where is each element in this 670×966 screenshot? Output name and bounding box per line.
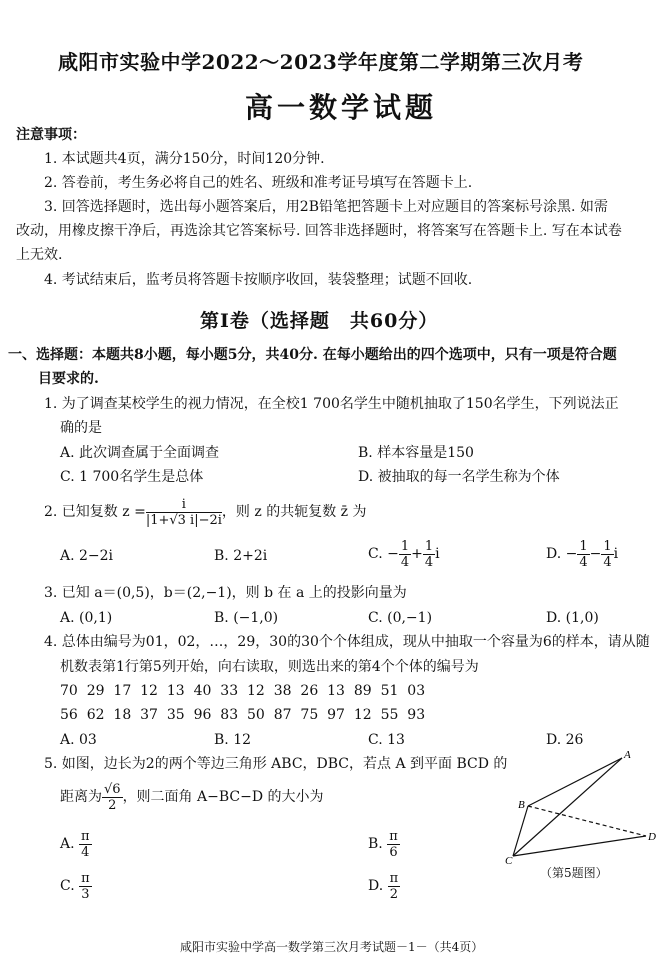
frac-num: π	[81, 828, 90, 844]
frac-den: 4	[400, 554, 410, 570]
frac-num: 1	[603, 538, 612, 554]
q2-fraction	[146, 497, 222, 528]
edge-AC	[513, 758, 622, 856]
notice-item: 上无效.	[16, 247, 63, 263]
q2-frac-denominator: |1+√3 i|−2i	[145, 512, 222, 528]
q2-c-mid: +	[411, 546, 423, 562]
q5-stem: 5. 如图，边长为2的两个等边三角形 ABC，DBC，若点 A 到平面 BCD 的	[44, 756, 508, 772]
q5-option-d	[368, 868, 400, 904]
q5-distance-fraction	[102, 782, 123, 813]
exam-subject-title: 高一数学试题	[245, 91, 438, 124]
notice-item: 1. 本试题共4页，满分150分，时间120分钟.	[44, 151, 325, 167]
q4-random-row-1: 70 29 17 12 13 40 33 12 38 26 13 89 51 03	[60, 683, 426, 699]
option-letter: C.	[60, 878, 75, 894]
q2-option-a: A. 2−2i	[60, 548, 114, 564]
q5-stem-cont	[60, 779, 324, 815]
label-C: C	[505, 855, 513, 867]
part-heading-cont: 目要求的.	[38, 371, 99, 387]
part-heading: 一、选择题：本题共8小题，每小题5分，共40分. 在每小题给出的四个选项中，只有一项是符合题	[8, 347, 617, 363]
q1-stem-cont: 确的是	[60, 420, 102, 436]
frac-num: 1	[579, 538, 588, 554]
q4-option-b: B. 12	[214, 732, 252, 748]
frac-den: 2	[389, 886, 399, 902]
q3-option-b: B. (−1,0)	[214, 610, 279, 626]
frac-num: √6	[104, 781, 121, 797]
frac-den: 3	[81, 886, 90, 902]
q2-option-c	[368, 536, 440, 572]
q2-c-prefix: C. −	[368, 546, 399, 562]
frac-den: 2	[108, 797, 117, 813]
q4-option-d: D. 26	[546, 732, 584, 748]
q1-option-c: C. 1 700名学生是总体	[60, 469, 204, 485]
q4-option-a: A. 03	[60, 732, 97, 748]
label-B: B	[518, 799, 525, 811]
q2-d-frac1	[577, 539, 589, 570]
q2-d-prefix: D. −	[546, 546, 578, 562]
label-D: D	[648, 831, 656, 843]
q5-c-frac	[79, 871, 92, 902]
frac-den: 4	[603, 554, 612, 570]
q1-option-b: B. 样本容量是150	[358, 445, 474, 461]
q1-stem: 1. 为了调查某校学生的视力情况，在全校1 700名学生中随机抽取了150名学生，下列说法正	[44, 396, 619, 412]
q5-option-c	[60, 868, 92, 904]
notice-item: 2. 答卷前，考生务必将自己的姓名、班级和准考证号填写在答题卡上.	[44, 175, 473, 191]
frac-num: 1	[424, 538, 434, 554]
frac-num: π	[389, 828, 398, 844]
q2-stem-pre: 2. 已知复数 z =	[44, 504, 146, 520]
q4-stem: 4. 总体由编号为01，02，…，29，30的30个个体组成，现从中抽取一个容量为6的样本，请从随	[44, 634, 650, 650]
q2-d-frac2	[601, 539, 613, 570]
option-letter: B.	[368, 836, 383, 852]
q2-d-suffix: i	[613, 546, 619, 562]
q5-d-frac	[388, 871, 401, 902]
q5-figure-caption: （第5题图）	[540, 866, 608, 880]
frac-num: π	[389, 870, 399, 886]
frac-den: 4	[579, 554, 588, 570]
q4-option-c: C. 13	[368, 732, 405, 748]
notice-item: 改动，用橡皮擦干净后，再选涂其它答案标号. 回答非选择题时，将答案写在答题卡上. 写在本试卷	[16, 223, 622, 239]
frac-den: 6	[389, 844, 398, 860]
option-letter: A.	[60, 836, 75, 852]
notice-item: 3. 回答选择题时，选出每小题答案后，用2B铅笔把答题卡上对应题目的答案标号涂黑. 如需	[44, 199, 608, 215]
edge-BD	[528, 806, 646, 836]
q2-stem	[44, 496, 366, 528]
page-footer: 咸阳市实验中学高一数学第三次月考试题－1－（共4页）	[180, 940, 484, 954]
q5-a-frac	[79, 829, 92, 860]
frac-num: 1	[400, 538, 410, 554]
q1-option-a: A. 此次调查属于全面调查	[60, 445, 220, 461]
q5-b-frac	[387, 829, 400, 860]
q3-option-c: C. (0,−1)	[368, 610, 433, 626]
frac-num: π	[81, 870, 90, 886]
notice-heading: 注意事项：	[16, 127, 86, 143]
q5-option-b	[368, 826, 400, 862]
q3-option-a: A. (0,1)	[60, 610, 113, 626]
frac-den: 4	[81, 844, 90, 860]
q5-option-a	[60, 826, 92, 862]
edge-CD	[513, 836, 646, 856]
q3-option-d: D. (1,0)	[546, 610, 599, 626]
option-letter: D.	[368, 878, 384, 894]
label-A: A	[624, 749, 631, 761]
q2-d-mid: −	[589, 546, 602, 562]
q3-stem: 3. 已知 a＝(0,5)，b＝(2,−1)，则 b 在 a 上的投影向量为	[44, 585, 407, 601]
q2-c-suffix: i	[435, 546, 440, 562]
exam-header-title: 咸阳市实验中学2022～2023学年度第二学期第三次月考	[58, 50, 584, 74]
q2-option-d	[546, 536, 618, 572]
q5-stem-pre: 距离为	[60, 789, 102, 805]
q4-random-row-2: 56 62 18 37 35 96 83 50 87 75 97 12 55 93	[60, 707, 426, 723]
frac-den: 4	[424, 554, 434, 570]
q2-frac-numerator: i	[146, 497, 222, 513]
notice-item: 4. 考试结束后，监考员将答题卡按顺序收回，装袋整理；试题不回收.	[44, 272, 473, 288]
q2-stem-post: ，则 z 的共轭复数 z̄ 为	[221, 504, 367, 520]
q2-c-frac1	[399, 539, 411, 570]
q2-option-b: B. 2+2i	[214, 548, 268, 564]
q2-c-frac2	[423, 539, 435, 570]
q5-stem-post: ，则二面角 A−BC−D 的大小为	[122, 789, 324, 805]
q4-stem-cont: 机数表第1行第5列开始，向右读取，则选出来的第4个个体的编号为	[60, 659, 479, 675]
q1-option-d: D. 被抽取的每一名学生称为个体	[358, 469, 560, 485]
section-title: 第Ⅰ卷（选择题 共60分）	[200, 310, 439, 332]
edge-AB	[528, 758, 622, 806]
